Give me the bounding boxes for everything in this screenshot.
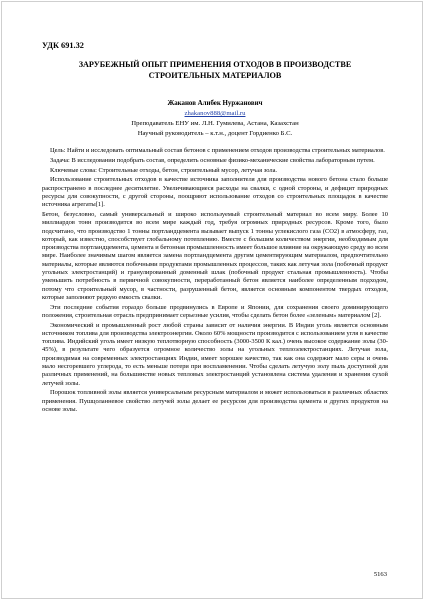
author-email-link[interactable]: zhakanov888@mail.ru bbox=[184, 110, 246, 117]
paragraph-fuel-ash: Порошок топливной золы является универсальным ресурсным материалом и может использоваться в различных областях применения. Пушцоланневое свойство летучей золы делает ее ресурсом для производства цемента и других продуктов на основе золы. bbox=[42, 389, 388, 413]
udk-code: УДК 691.32 bbox=[42, 41, 84, 50]
article-title: ЗАРУБЕЖНЫЙ ОПЫТ ПРИМЕНЕНИЯ ОТХОДОВ В ПРОИЗВОДСТВЕ СТРОИТЕЛЬНЫХ МАТЕРИАЛОВ bbox=[78, 60, 352, 80]
paragraph-europe-japan: Эти последние события гораздо больше продвинулись в Европе и Японии, для сохранения своего доминирующего положения, строительная отрасль предпринимает серьезные усилия, чтобы сделать бетон более «зеленым» материалом [2]. bbox=[42, 303, 388, 319]
scientific-supervisor: Научный руководитель – к.т.н., доцент Гордиенко Б.С. bbox=[137, 130, 293, 137]
document-page bbox=[1, 1, 423, 599]
paragraph-goal: Цель: Найти и исследовать оптимальный состав бетонов с применением отходов производства строительных материалов. bbox=[50, 147, 385, 154]
author-name: Жаканов Алибек Нуржанович bbox=[167, 100, 263, 107]
page-number: 5163 bbox=[373, 571, 387, 578]
paragraph-intro: Использование строительных отходов в качестве источника заполнителя для производства нового бетона стало больше распространено в последнее десятилетие. Увеличивающиеся расходы на свалки, с одной стороны, и дефицит природных ресурсы для совокупности, с другой стороны, поощряют использование отходов со строительных площадок в качестве источника агрегаты[1]. bbox=[42, 176, 388, 209]
paragraph-task: Задача: В исследовании подобрать состав, определить основные физико-механические свойства лабораторным путем. bbox=[50, 156, 375, 164]
article-body bbox=[42, 147, 388, 416]
paragraph-concrete: Бетон, безусловно, самый универсальный и широко используемый строительный материал во всем миру. Более 10 миллиардов тонн производится во всем мире каждый год, требуя огромных природных ресурсов. Кроме того, было подсчитано, что производство 1 тонны портландцемента вызывает выпуск 1 тонны углекислого газа (CO2) в атмосферу, газ, который, как известно, способствует глобальному потеплению. Вместе с большим количеством энергии, необходимым для производства портландцемента, цемента и бетонная промышленность имеет большое влияние на окружающую среду во всем мире. Наиболее значимым шагом является замена портландцемента другим цементирующим материалом, предпочтительно материалы, которые являются побочными продуктами промышленных процессов, таких как летучая зола (побочный продукт угольных электростанций) и гранулированный доменный шлак (побочный продукт стальная промышленность). Чтобы уменьшить потребность в первичной совокупности, переработанный бетон является наиболее определенным подходом, потому что строительный мусор, в частности, разрушенный бетон, является основным компонентом твердых отходов, которые заполняют редкую емкость свалки. bbox=[42, 210, 388, 301]
paragraph-india: Экономический и промышленный рост любой страны зависит от наличия энергии. В Индии уголь является основным источником топлива для производства электроэнергии. Около 60% мощности производится с использованием угля в качестве топлива. Индийский уголь имеет низкую теплотворную способность (3000-3500 К кал.) очень высокое содержание золы (30-45%), в результате чего образуется огромное количество золы на угольных теплоэлектростанциях. Летучая зола, производимая на современных электростанциях Индии, имеет хорошее качество, так как она содержит мало серы и очень мало несгоревшего углерода, то есть меньше потери при воспламенении. Чтобы сделать летучую золу пыль доступной для различных применений, на большинстве новых тепловых электростанций установлена система удаления и хранения сухой летучей золы. bbox=[42, 321, 388, 387]
author-affiliation: Преподаватель ЕНУ им. Л.Н. Гумилева, Астана, Казахстан bbox=[131, 120, 299, 127]
paragraph-keywords: Ключевые слова: Строительные отходы, бетон, строительный мусор, летучая зола. bbox=[50, 166, 278, 174]
